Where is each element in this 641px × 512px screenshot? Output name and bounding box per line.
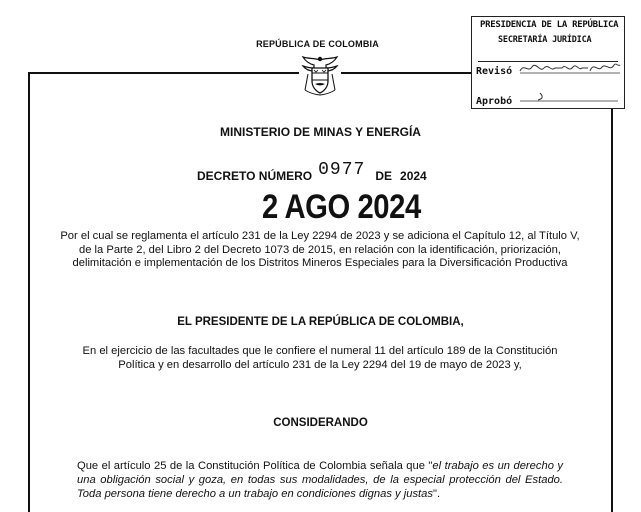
powers-paragraph: En el ejercicio de las facultades que le confiere el numeral 11 del artículo 189 de la Constitución Política y en desarrollo del artículo 231 de la Ley 2294 del 19 de mayo de 2023 y, bbox=[82, 345, 558, 371]
decree-date-stamp: 2 AGO 2024 bbox=[262, 188, 421, 226]
stamp-line-2: SECRETARÍA JURÍDICA bbox=[498, 35, 592, 45]
considering-heading: CONSIDERANDO bbox=[273, 417, 368, 429]
considering-intro: Que el artículo 25 de la Constitución Política de Colombia señala que " bbox=[77, 460, 433, 472]
decree-year: 2024 bbox=[400, 169, 427, 183]
aprobo-signature bbox=[520, 89, 620, 105]
coat-of-arms-icon bbox=[299, 54, 341, 98]
considering-paragraph bbox=[77, 459, 563, 501]
decree-subject: Por el cual se reglamenta el artículo 231 de la Ley 2294 de 2023 y se adiciona el Capítulo 12, al Título V, de la Parte 2, del Libro 2 del Decreto 1073 de 2015, en relación con la identificación, priorización, delimitación e implementación de los Distritos Mineros Especiales para la Diversificación Productiva bbox=[60, 230, 580, 269]
considering-end: ". bbox=[432, 488, 441, 500]
stamp-spacer bbox=[476, 81, 620, 82]
decree-line bbox=[197, 160, 427, 186]
stamp-reviso-label: Revisó bbox=[476, 66, 513, 77]
approval-stamp bbox=[471, 16, 625, 109]
republic-heading: REPÚBLICA DE COLOMBIA bbox=[256, 39, 379, 49]
decree-de-label: DE bbox=[375, 169, 393, 183]
stamp-aprobo-label: Aprobó bbox=[476, 96, 513, 107]
decree-number: 0977 bbox=[318, 160, 366, 180]
ministry-heading: MINISTERIO DE MINAS Y ENERGÍA bbox=[220, 125, 421, 139]
stamp-line-1: PRESIDENCIA DE LA REPÚBLICA bbox=[480, 20, 619, 30]
reviso-signature bbox=[518, 59, 622, 77]
considering-quote: el trabajo es un derecho y una obligación social y goza, en todas sus modalidades, de la especial protección del Estado. Toda persona tiene derecho a un trabajo en condiciones dignas y justas bbox=[77, 460, 563, 500]
president-heading: EL PRESIDENTE DE LA REPÚBLICA DE COLOMBIA, bbox=[177, 316, 464, 328]
decree-label: DECRETO NÚMERO bbox=[197, 169, 313, 183]
